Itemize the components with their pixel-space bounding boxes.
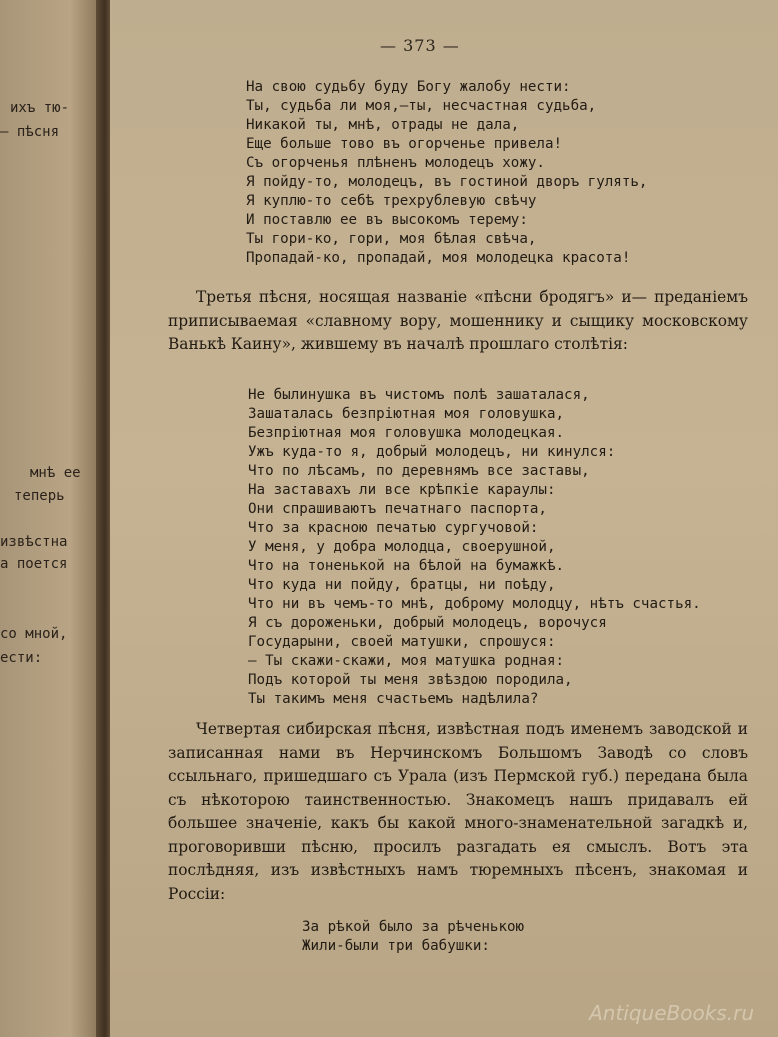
- paragraph-1: [168, 286, 748, 357]
- left-page-fragment: — пѣсня: [0, 124, 60, 140]
- verse-line: Что куда ни пойду, братцы, ни поѣду,: [248, 577, 556, 593]
- verse-line: Ты, судьба ли моя,—ты, несчастная судьба,: [246, 98, 597, 114]
- verse-line: Не былинушка въ чистомъ полѣ зашаталася,: [248, 387, 590, 403]
- verse-line: Еще больше тово въ огорченье привела!: [246, 136, 563, 152]
- verse-line: Жили-были три бабушки:: [302, 938, 490, 954]
- watermark: AntiqueBooks.ru: [589, 1001, 754, 1025]
- verse-line: Что за красною печатью сургучовой:: [248, 520, 539, 536]
- verse-line: Что по лѣсамъ, по деревнямъ все заставы,: [248, 463, 590, 479]
- left-page-fragment: ихъ тю-: [10, 100, 70, 116]
- verse-line: Я съ дороженьки, добрый молодецъ, ворочуся: [248, 615, 607, 631]
- verse-line: За рѣкой было за рѣченькою: [302, 919, 525, 935]
- left-page-fragment: со мной,: [0, 626, 68, 642]
- page-number: — 373 —: [380, 36, 460, 55]
- verse-line: Зашаталась безпріютная моя головушка,: [248, 406, 565, 422]
- verse-line: Подъ которой ты меня звѣздою породила,: [248, 672, 573, 688]
- right-page: [110, 0, 778, 1037]
- verse-line: И поставлю ее въ высокомъ терему:: [246, 212, 528, 228]
- verse-line: Ужъ куда-то я, добрый молодецъ, ни кинулся:: [248, 444, 616, 460]
- verse-line: Ты гори-ко, гори, моя бѣлая свѣча,: [246, 231, 537, 247]
- verse-line: — Ты скажи-скажи, моя матушка родная:: [248, 653, 565, 669]
- paragraph-text: Третья пѣсня, носящая названіе «пѣсни бродягъ» и— преданіемъ приписываемая «славному вору, мошеннику и сыщику московскому Ванькѣ Каину», жившему въ началѣ прошлаго столѣтія:: [168, 288, 748, 353]
- left-page: [0, 0, 100, 1037]
- verse-line: У меня, у добра молодца, своерушной,: [248, 539, 556, 555]
- verse-line: Они спрашиваютъ печатнаго паспорта,: [248, 501, 547, 517]
- verse-line: Безпріютная моя головушка молодецкая.: [248, 425, 565, 441]
- verse-line: На свою судьбу буду Богу жалобу нести:: [246, 79, 571, 95]
- verse-line: Я пойду-то, молодецъ, въ гостиной дворъ гулять,: [246, 174, 648, 190]
- verse-line: Пропадай-ко, пропадай, моя молодецка красота!: [246, 250, 631, 266]
- verse-line: На заставахъ ли все крѣпкіе караулы:: [248, 482, 556, 498]
- verse-block-2: [248, 386, 701, 709]
- paragraph-text: Четвертая сибирская пѣсня, извѣстная подъ именемъ заводской и записанная нами въ Нерчинскомъ Большомъ Заводѣ со словъ ссыльнаго, пришедшаго съ Урала (изъ Пермской губ.) передана была съ нѣкоторою таинственностью. Знакомецъ нашъ придавалъ ей большее значеніе, какъ бы какой много-знаменательной загадкѣ и, проговоривши пѣсню, просилъ разгадать ея смыслъ. Вотъ эта послѣдняя, изъ извѣстныхъ намъ тюремныхъ пѣсенъ, знакомая и Россіи:: [168, 720, 748, 903]
- verse-line: Никакой ты, мнѣ, отрады не дала,: [246, 117, 520, 133]
- left-page-fragment: ести:: [0, 650, 43, 666]
- verse-line: Государыни, своей матушки, спрошуся:: [248, 634, 556, 650]
- verse-line: Что на тоненькой на бѣлой на бумажкѣ.: [248, 558, 565, 574]
- left-page-fragment: теперь: [14, 488, 65, 504]
- verse-line: Что ни въ чемъ-то мнѣ, доброму молодцу, нѣтъ счастья.: [248, 596, 701, 612]
- left-page-fragment: а поется: [0, 556, 68, 572]
- paragraph-2: [168, 718, 748, 906]
- verse-line: Съ огорченья плѣненъ молодецъ хожу.: [246, 155, 545, 171]
- verse-block-1: [246, 78, 647, 268]
- verse-line: Ты такимъ меня счастьемъ надѣлила?: [248, 691, 539, 707]
- verse-line: Я куплю-то себѣ трехрублевую свѣчу: [246, 193, 537, 209]
- left-page-fragment: извѣстна: [0, 534, 68, 550]
- verse-block-3: [302, 918, 524, 956]
- left-page-fragment: мнѣ ее: [30, 465, 81, 481]
